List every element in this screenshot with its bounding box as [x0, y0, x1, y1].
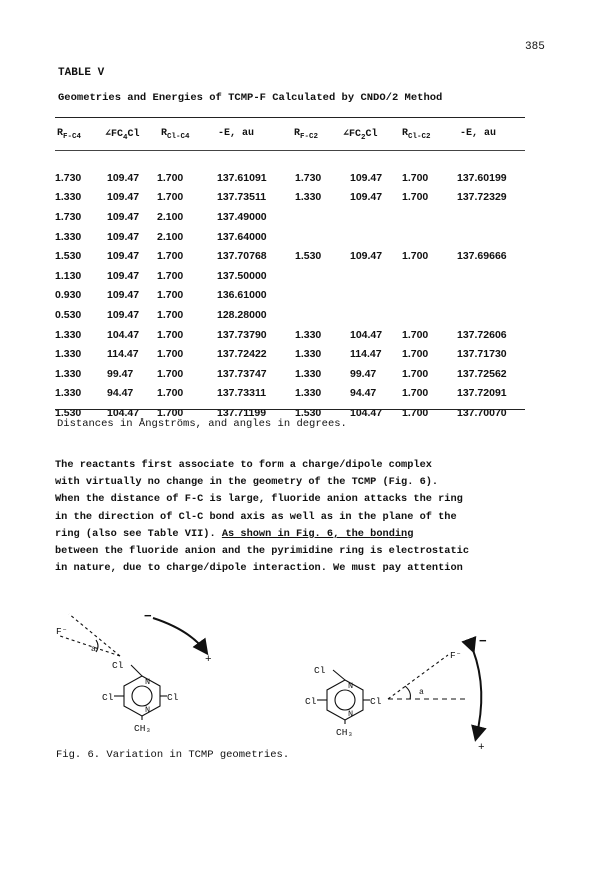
table-cell: 109.47: [350, 191, 383, 204]
table-cell: 1.700: [157, 289, 184, 302]
table-cell: 1.530: [295, 250, 322, 263]
table-cell: 109.47: [107, 230, 140, 243]
column-header-subscript: Cl-C2: [408, 133, 431, 141]
right-cl-right: Cl: [370, 696, 382, 707]
table-cell: 114.47: [107, 348, 139, 361]
right-fluoride-label: F⁻: [450, 650, 462, 661]
table-cell: 137.70070: [457, 406, 507, 419]
table-cell: 109.47: [350, 250, 383, 263]
table-cell: 109.47: [107, 250, 140, 263]
table-cell: 1.700: [402, 328, 429, 341]
column-header-main: ∠FC: [343, 129, 362, 140]
table-cell: 0.530: [55, 308, 82, 321]
table-cell: 1.700: [157, 387, 184, 400]
table-cell: 137.64000: [217, 230, 267, 243]
table-cell: 137.73311: [217, 387, 267, 400]
table-cell: 137.73511: [217, 191, 267, 204]
paragraph-line: with virtually no change in the geometry of the TCMP (Fig. 6).: [55, 476, 439, 489]
table-cell: 1.700: [157, 250, 184, 263]
left-n-top: N: [145, 677, 151, 687]
table-cell: 1.700: [157, 269, 184, 282]
column-header-suffix: Cl: [365, 129, 378, 140]
table-cell: 1.330: [295, 387, 322, 400]
left-cl-right: Cl: [167, 692, 179, 703]
left-fluoride-label: F⁻: [56, 626, 68, 637]
left-bond-cl-top: [131, 665, 142, 676]
table-cell: 1.530: [55, 250, 82, 263]
paragraph-line: in nature, due to charge/dipole interaction. We must pay attention: [55, 562, 463, 575]
table-cell: 137.61091: [217, 171, 267, 184]
table-cell: 1.330: [55, 230, 82, 243]
column-header-main: -E, au: [218, 128, 255, 139]
right-ring: [327, 680, 363, 720]
right-angle-label: a: [419, 688, 424, 697]
table-cell: 2.100: [157, 230, 184, 243]
left-minus-sign: −: [144, 609, 152, 624]
paragraph-line: When the distance of F-C is large, fluoride anion attacks the ring: [55, 493, 463, 506]
table-cell: 104.47: [350, 406, 383, 419]
table-cell: 1.700: [157, 328, 184, 341]
left-ch3: CH₃: [134, 723, 152, 734]
right-bond-cl-top: [333, 670, 345, 680]
table-cell: 2.100: [157, 210, 184, 223]
table-cell: 99.47: [350, 367, 377, 380]
table-cell: 137.50000: [217, 269, 267, 282]
table-cell: 1.700: [157, 308, 184, 321]
table-cell: 1.530: [55, 406, 82, 419]
table-cell: 1.700: [157, 406, 184, 419]
right-plus-sign: +: [478, 742, 485, 754]
table-cell: 137.73790: [217, 328, 267, 341]
column-header-subscript: 4: [123, 134, 128, 142]
table-note: Distances in Ångströms, and angles in degrees.: [57, 418, 347, 430]
column-header-main: R: [57, 128, 64, 139]
table-cell: 99.47: [107, 367, 134, 380]
table-cell: 1.700: [402, 387, 429, 400]
column-header-main: R: [402, 128, 409, 139]
table-cell: 1.700: [157, 171, 184, 184]
table-cell: 128.28000: [217, 308, 267, 321]
left-n-bottom: N: [145, 705, 151, 715]
paragraph-line-start: ring (also see Table VII).: [55, 527, 216, 540]
left-cl-top: Cl: [112, 660, 124, 671]
figure-caption: Fig. 6. Variation in TCMP geometries.: [56, 749, 290, 761]
left-plus-sign: +: [205, 654, 212, 666]
table-cell: 1.730: [55, 210, 82, 223]
column-header-subscript: 2: [361, 134, 366, 142]
table-cell: 109.47: [350, 171, 383, 184]
table-cell: 1.330: [55, 387, 82, 400]
table-cell: 1.700: [157, 348, 184, 361]
right-n-bottom: N: [348, 709, 354, 719]
table-cell: 94.47: [107, 387, 134, 400]
underlined-text: As shown in Fig. 6, the bonding: [221, 527, 414, 540]
table-cell: 104.47: [107, 406, 140, 419]
left-angle-label: a: [91, 645, 96, 654]
right-structure: [317, 650, 481, 738]
table-title: Geometries and Energies of TCMP-F Calculated by CNDO/2 Method: [58, 92, 443, 104]
table-cell: 137.60199: [457, 171, 507, 184]
table-cell: 109.47: [107, 210, 140, 223]
paragraph-line: The reactants first associate to form a charge/dipole complex: [55, 459, 432, 471]
table-label: TABLE V: [58, 67, 105, 79]
table-cell: 1.330: [55, 367, 82, 380]
table-cell: 137.71199: [217, 406, 267, 419]
table-cell: 1.700: [402, 191, 429, 204]
table-cell: 104.47: [107, 328, 140, 341]
table-cell: 137.72091: [457, 387, 507, 400]
table-cell: 137.72562: [457, 367, 507, 380]
table-cell: 1.130: [55, 269, 82, 282]
table-cell: 94.47: [350, 387, 377, 400]
table-cell: 104.47: [350, 328, 383, 341]
column-header-suffix: Cl: [127, 129, 140, 140]
table-cell: 1.730: [295, 171, 322, 184]
table-cell: 0.930: [55, 289, 82, 302]
right-cl-left: Cl: [305, 696, 317, 707]
right-n-top: N: [348, 681, 354, 691]
table-cell: 137.69666: [457, 250, 507, 263]
table-cell: 1.330: [295, 191, 322, 204]
table-cell: 137.72329: [457, 191, 507, 204]
table-cell: 137.49000: [217, 210, 267, 223]
table-cell: 137.73747: [217, 367, 267, 380]
table-cell: 1.330: [55, 348, 82, 361]
column-header-subscript: F-C2: [300, 133, 319, 141]
column-header-subscript: F-C4: [63, 133, 82, 141]
table-cell: 1.330: [295, 328, 322, 341]
table-cell: 109.47: [107, 269, 140, 282]
column-header-main: ∠FC: [105, 129, 124, 140]
right-angle-arc: [405, 686, 410, 699]
right-ring-circle: [335, 690, 355, 710]
table-cell: 114.47: [350, 348, 382, 361]
left-rotation-arrow: [153, 618, 206, 652]
left-ring: [124, 676, 160, 716]
left-approach-line-2: [60, 636, 120, 656]
table-cell: 1.700: [157, 191, 184, 204]
table-cell: 109.47: [107, 171, 140, 184]
page-number: 385: [525, 41, 545, 53]
table-cell: 109.47: [107, 191, 140, 204]
table-cell: 1.530: [295, 406, 322, 419]
right-cl-top: Cl: [314, 665, 326, 676]
paragraph-line: between the fluoride anion and the pyrimidine ring is electrostatic: [55, 545, 470, 558]
right-rotation-arrow: [473, 650, 481, 738]
table-cell: 1.330: [55, 191, 82, 204]
table-cell: 1.700: [402, 406, 429, 419]
table-cell: 137.72606: [457, 328, 507, 341]
table-cell: 109.47: [107, 289, 140, 302]
right-approach-line: [388, 655, 448, 699]
table-cell: 1.330: [55, 328, 82, 341]
table-cell: 1.330: [295, 348, 322, 361]
column-header-main: R: [161, 128, 168, 139]
table-cell: 137.70768: [217, 250, 267, 263]
table-cell: 137.72422: [217, 348, 267, 361]
right-ch3: CH₃: [336, 727, 354, 738]
column-header-subscript: Cl-C4: [167, 133, 190, 141]
table-cell: 137.71730: [457, 348, 507, 361]
table-cell: 1.700: [157, 367, 184, 380]
left-structure: [60, 614, 206, 720]
paragraph-line: in the direction of Cl-C bond axis as well as in the plane of the: [55, 510, 457, 523]
right-minus-sign: −: [479, 634, 487, 649]
table-cell: 1.730: [55, 171, 82, 184]
table-cell: 1.700: [402, 367, 429, 380]
left-ring-circle: [132, 686, 152, 706]
column-header-main: R: [294, 128, 301, 139]
table-cell: 1.700: [402, 348, 429, 361]
left-cl-left: Cl: [102, 692, 114, 703]
table-cell: 1.700: [402, 250, 429, 263]
column-header-main: -E, au: [460, 128, 497, 139]
table-cell: 109.47: [107, 308, 140, 321]
table-cell: 1.700: [402, 171, 429, 184]
left-angle-arc: [96, 640, 98, 652]
table-cell: 1.330: [295, 367, 322, 380]
table-cell: 136.61000: [217, 289, 267, 302]
